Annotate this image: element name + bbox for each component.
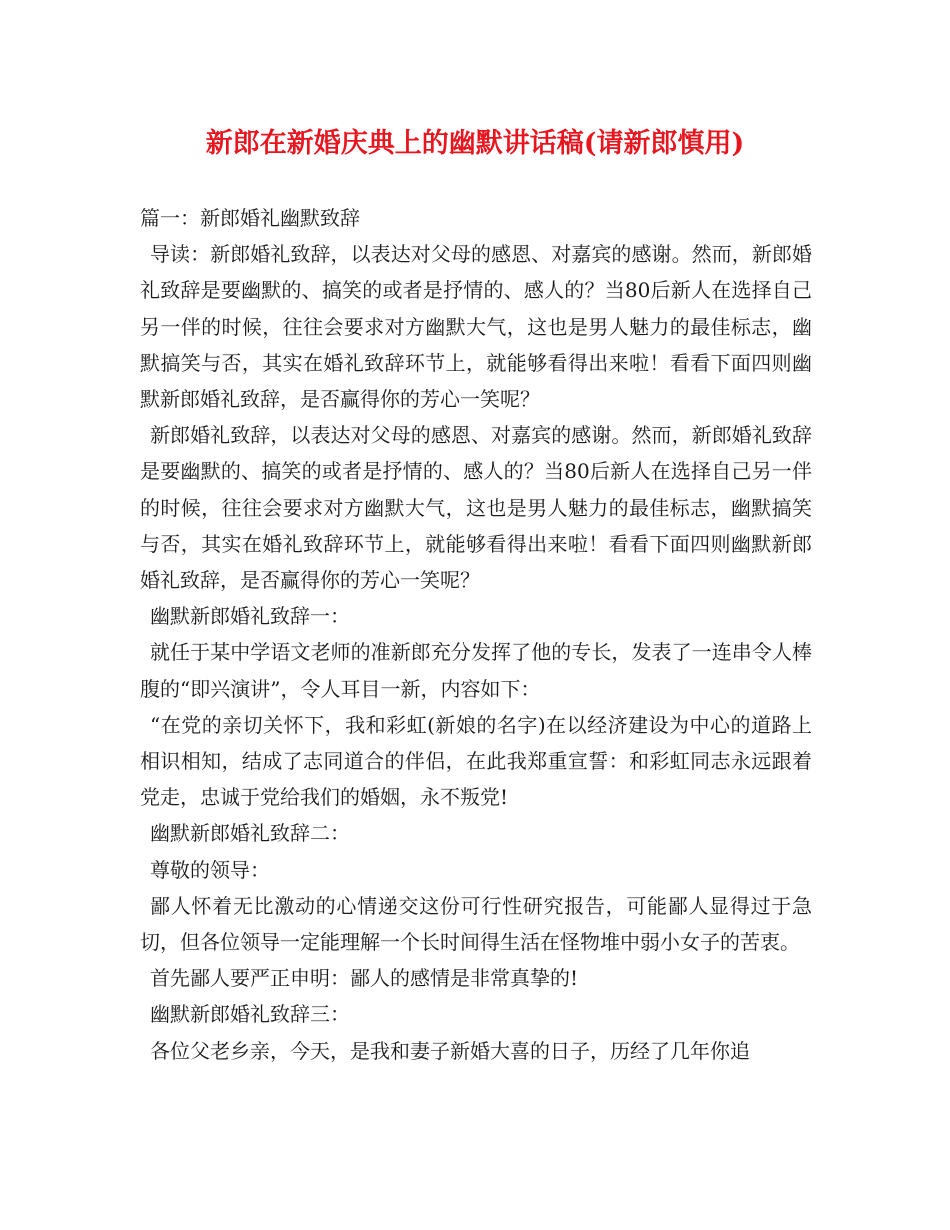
paragraph: 鄙人怀着无比激动的心情递交这份可行性研究报告，可能鄙人显得过于急切，但各位领导一定能理解一个长时间得生活在怪物堆中弱小女子的苦衷。: [140, 893, 812, 955]
paragraph: 新郎婚礼致辞，以表达对父母的感恩、对嘉宾的感谢。然而，新郎婚礼致辞是要幽默的、搞笑的或者是抒情的、感人的？当80后新人在选择自己另一伴的时候，往往会要求对方幽默大气，这也是男人魅力的最佳标志，幽默搞笑与否，其实在婚礼致辞环节上，就能够看得出来啦！看看下面四则幽默新郎婚礼致辞，是否赢得你的芳心一笑呢？: [140, 423, 812, 593]
paragraph: 幽默新郎婚礼致辞一：: [150, 604, 350, 629]
paragraph: 篇一：新郎婚礼幽默致辞: [140, 206, 360, 230]
document-body: [140, 200, 812, 1069]
paragraph: 导读：新郎婚礼致辞，以表达对父母的感恩、对嘉宾的感谢。然而，新郎婚礼致辞是要幽默的、搞笑的或者是抒情的、感人的？当80后新人在选择自己另一伴的时候，往往会要求对方幽默大气，这也是男人魅力的最佳标志，幽默搞笑与否，其实在婚礼致辞环节上，就能够看得出来啦！看看下面四则幽默新郎婚礼致辞，是否赢得你的芳心一笑呢？: [140, 242, 812, 412]
document-title: 新郎在新婚庆典上的幽默讲话稿(请新郎慎用): [205, 128, 745, 159]
paragraph: 首先鄙人要严正申明：鄙人的感情是非常真挚的!: [150, 966, 579, 991]
paragraph: 尊敬的领导：: [150, 857, 270, 882]
paragraph: 各位父老乡亲，今天，是我和妻子新婚大喜的日子，历经了几年你追: [150, 1038, 750, 1063]
paragraph: 幽默新郎婚礼致辞二：: [150, 821, 350, 846]
paragraph: 幽默新郎婚礼致辞三：: [150, 1002, 350, 1027]
paragraph: 就任于某中学语文老师的准新郎充分发挥了他的专长，发表了一连串令人棒腹的“即兴演讲”，令人耳目一新，内容如下：: [140, 640, 812, 701]
paragraph: “在党的亲切关怀下，我和彩虹(新娘的名字)在以经济建设为中心的道路上相识相知，结成了志同道合的伴侣，在此我郑重宣誓：和彩虹同志永远跟着党走，忠诚于党给我们的婚姻，永不叛党!: [140, 712, 812, 810]
